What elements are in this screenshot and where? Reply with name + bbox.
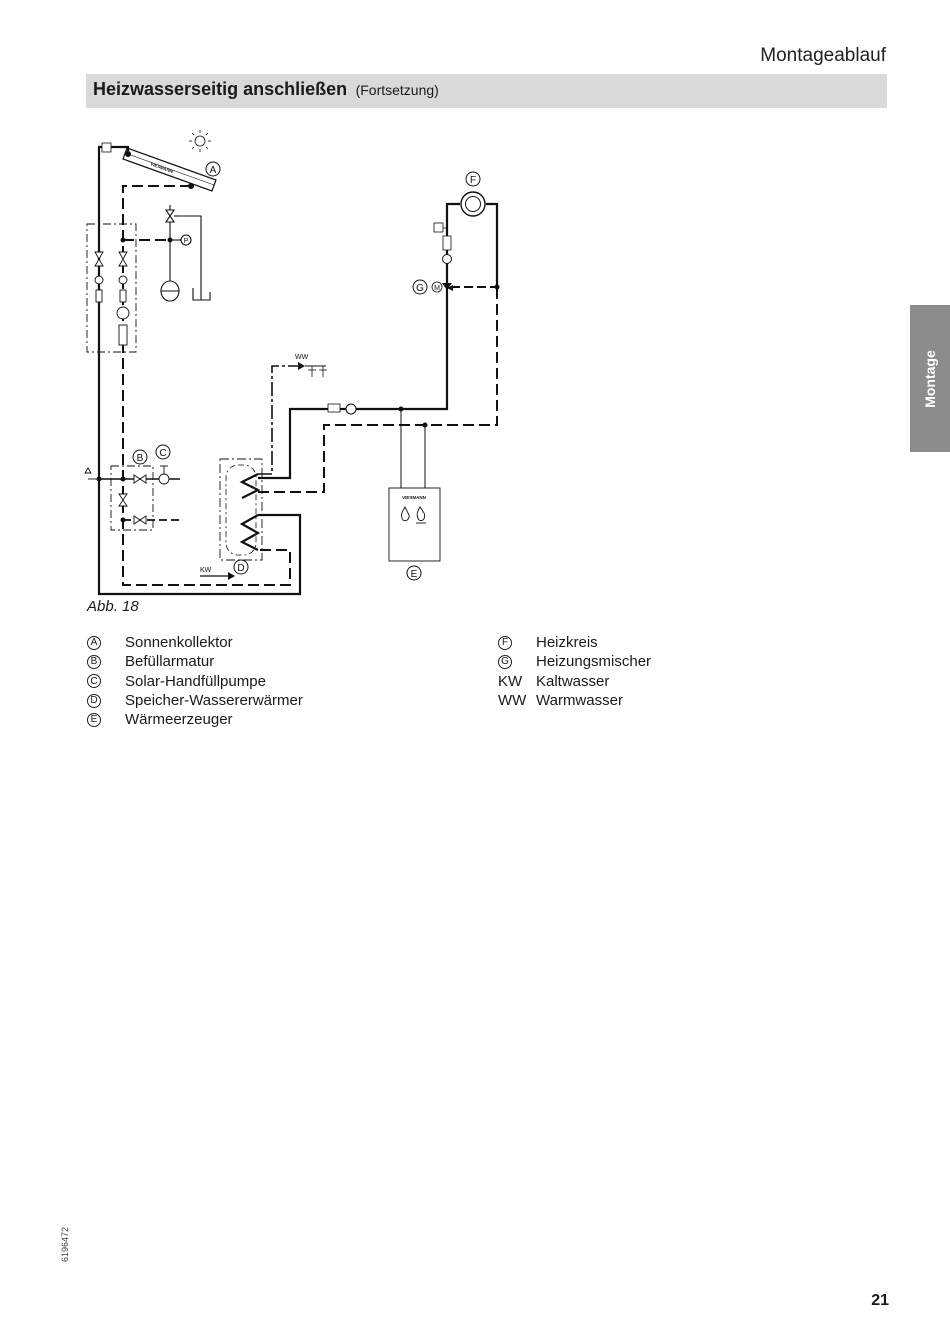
check-valve-icon: [328, 404, 340, 412]
legend-item: [498, 691, 651, 710]
safety-valve-group: [121, 205, 211, 301]
legend-key: F: [498, 636, 512, 650]
legend-key: WW: [498, 692, 527, 710]
label-kw: KW: [200, 567, 212, 574]
legend-text: Kaltwasser: [536, 672, 610, 690]
side-tab-montage[interactable]: [910, 305, 950, 452]
document-number: 6196472: [60, 1226, 70, 1262]
legend-item: [87, 633, 303, 652]
section-heading-bar: [86, 74, 887, 108]
label-e: E: [410, 569, 418, 580]
legend-item: [498, 633, 651, 652]
solar-return-pipe: [123, 186, 290, 585]
charging-return-pipe: [258, 287, 497, 492]
section-subtitle: (Fortsetzung): [355, 82, 439, 98]
label-m: M: [434, 285, 440, 292]
legend-text: Befüllarmatur: [125, 653, 215, 671]
legend-text: Heizungsmischer: [536, 653, 652, 671]
hot-water-pipe: [258, 366, 298, 474]
section-title: Heizwasserseitig anschließen: [93, 79, 348, 99]
solar-supply-pipe: [99, 147, 300, 594]
legend-item: [498, 652, 651, 671]
sensor-collector-icon: [102, 143, 111, 152]
charging-flow-pipe: [258, 290, 447, 478]
legend-item: [87, 652, 303, 671]
label-ww: WW: [295, 354, 309, 361]
legend-text: Heizkreis: [536, 634, 598, 652]
legend-item: [87, 672, 303, 691]
legend-key: D: [87, 694, 101, 708]
hydraulic-diagram: [80, 122, 520, 602]
heating-circuit: [432, 192, 500, 292]
label-c: C: [159, 448, 167, 459]
running-header: Montageablauf: [760, 45, 886, 66]
legend-item: [87, 710, 303, 729]
legend-key: C: [87, 674, 101, 688]
legend-text: Solar-Handfüllpumpe: [125, 672, 266, 690]
solar-collector: [123, 148, 216, 191]
label-d: D: [237, 563, 245, 574]
collector-brand: VIESMANN: [149, 161, 174, 175]
legend-key: E: [87, 713, 101, 727]
flow-sensor-icon: [434, 223, 443, 232]
legend-text: Speicher-Wassererwärmer: [125, 692, 303, 710]
label-a: A: [209, 165, 217, 176]
label-b: B: [136, 453, 144, 464]
legend-left: [87, 633, 303, 729]
legend-key: A: [87, 636, 101, 650]
hand-pump-icon: [159, 474, 169, 484]
legend-key: B: [87, 655, 101, 669]
figure-caption: Abb. 18: [87, 598, 139, 615]
legend-item: [498, 672, 651, 691]
page-number: 21: [871, 1292, 889, 1309]
boiler: [389, 409, 440, 561]
legend-text: Wärmeerzeuger: [125, 711, 233, 729]
storage-tank: [220, 459, 262, 560]
legend-key: G: [498, 655, 512, 669]
legend-right: [498, 633, 651, 710]
sun-icon: [189, 130, 211, 152]
legend-item: [87, 691, 303, 710]
boiler-brand: VIESMANN: [402, 495, 426, 500]
legend-text: Warmwasser: [536, 692, 623, 710]
charging-pump-icon: [346, 404, 356, 414]
label-f: F: [469, 175, 477, 186]
legend-text: Sonnenkollektor: [125, 634, 233, 652]
heating-pump-icon: [443, 255, 452, 264]
legend-key: KW: [498, 672, 523, 690]
label-p: P: [183, 238, 189, 245]
solar-pump-station: [87, 224, 136, 352]
side-tab-label: Montage: [922, 349, 938, 408]
label-g: G: [416, 283, 424, 294]
